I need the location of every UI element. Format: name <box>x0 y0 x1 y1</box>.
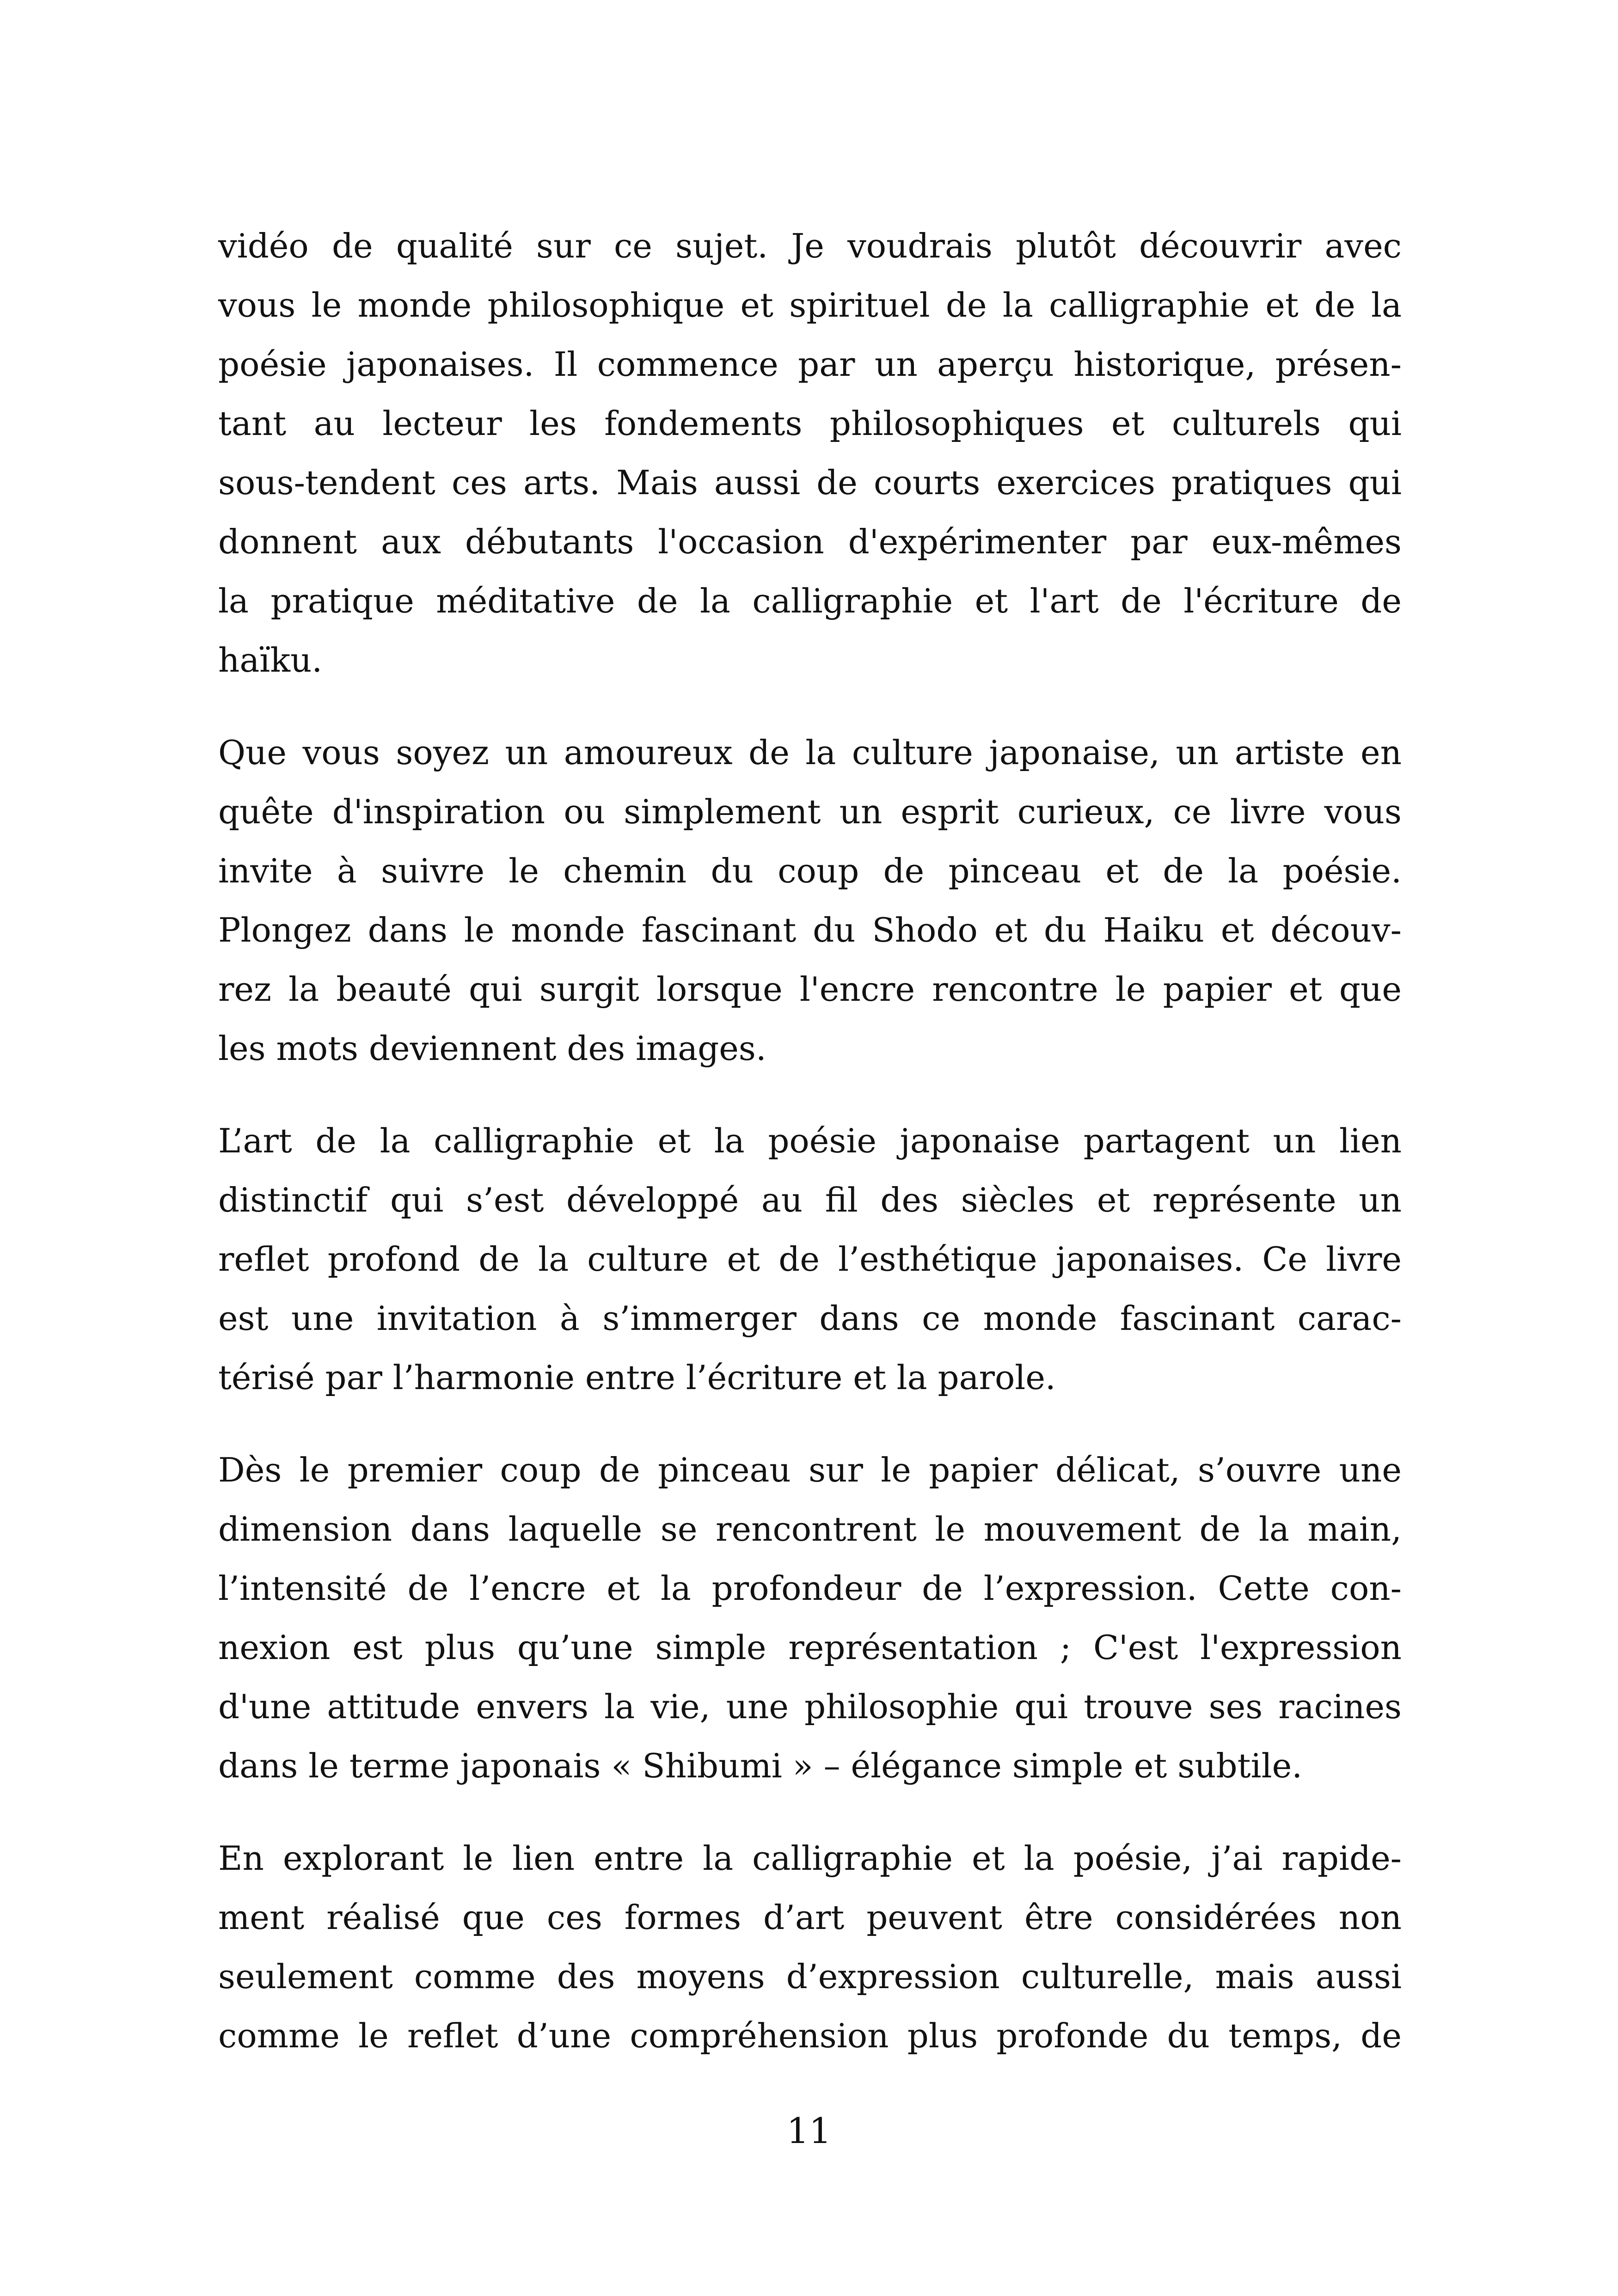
text-line: haïku. <box>218 641 323 680</box>
text-line: est une invitation à s’immerger dans ce monde fascinant carac- <box>218 1299 1402 1338</box>
body-text <box>218 216 1402 2099</box>
text-line: vidéo de qualité sur ce sujet. Je voudrais plutôt découvrir avec <box>218 227 1402 265</box>
text-line: Dès le premier coup de pinceau sur le papier délicat, s’ouvre une <box>218 1451 1402 1489</box>
text-line: la pratique méditative de la calligraphie et l'art de l'écriture de <box>218 582 1402 620</box>
text-line: sous-tendent ces arts. Mais aussi de courts exercices pratiques qui <box>218 463 1402 502</box>
text-line: vous le monde philosophique et spirituel de la calligraphie et de la <box>218 286 1402 325</box>
text-line: invite à suivre le chemin du coup de pinceau et de la poésie. <box>218 851 1402 890</box>
text-line: l’intensité de l’encre et la profondeur de l’expression. Cette con- <box>218 1569 1402 1608</box>
paragraph-5 <box>218 1829 1402 2065</box>
text-line: quête d'inspiration ou simplement un esprit curieux, ce livre vous <box>218 792 1402 831</box>
text-line: reflet profond de la culture et de l’esthétique japonaises. Ce livre <box>218 1240 1402 1279</box>
text-line: dans le terme japonais « Shibumi » – élégance simple et subtile. <box>218 1746 1303 1785</box>
text-line: dimension dans laquelle se rencontrent le mouvement de la main, <box>218 1510 1402 1549</box>
text-line: distinctif qui s’est développé au fil des siècles et représente un <box>218 1181 1402 1219</box>
paragraph-2 <box>218 723 1402 1078</box>
text-line: donnent aux débutants l'occasion d'expérimenter par eux-mêmes <box>218 522 1402 561</box>
paragraph-4 <box>218 1440 1402 1795</box>
text-line: L’art de la calligraphie et la poésie japonaise partagent un lien <box>218 1121 1402 1160</box>
text-line: seulement comme des moyens d’expression culturelle, mais aussi <box>218 1957 1402 1996</box>
text-line: nexion est plus qu’une simple représentation ; C'est l'expression <box>218 1628 1402 1667</box>
text-line: En explorant le lien entre la calligraphie et la poésie, j’ai rapide- <box>218 1839 1402 1878</box>
paragraph-3 <box>218 1111 1402 1407</box>
text-line: tant au lecteur les fondements philosophiques et culturels qui <box>218 404 1402 443</box>
text-line: ment réalisé que ces formes d’art peuvent être considérées non <box>218 1898 1402 1937</box>
text-line: poésie japonaises. Il commence par un aperçu historique, présen- <box>218 345 1402 384</box>
text-line: les mots deviennent des images. <box>218 1029 766 1068</box>
text-line: comme le reflet d’une compréhension plus profonde du temps, de <box>218 2016 1402 2055</box>
text-line: rez la beauté qui surgit lorsque l'encre rencontre le papier et que <box>218 970 1402 1009</box>
page-number: 11 <box>786 2110 832 2151</box>
paragraph-1 <box>218 216 1402 690</box>
text-line: d'une attitude envers la vie, une philosophie qui trouve ses racines <box>218 1687 1402 1726</box>
text-line: Plongez dans le monde fascinant du Shodo et du Haiku et découv- <box>218 911 1402 949</box>
text-line: térisé par l’harmonie entre l’écriture et la parole. <box>218 1358 1056 1397</box>
text-line: Que vous soyez un amoureux de la culture japonaise, un artiste en <box>218 733 1402 772</box>
